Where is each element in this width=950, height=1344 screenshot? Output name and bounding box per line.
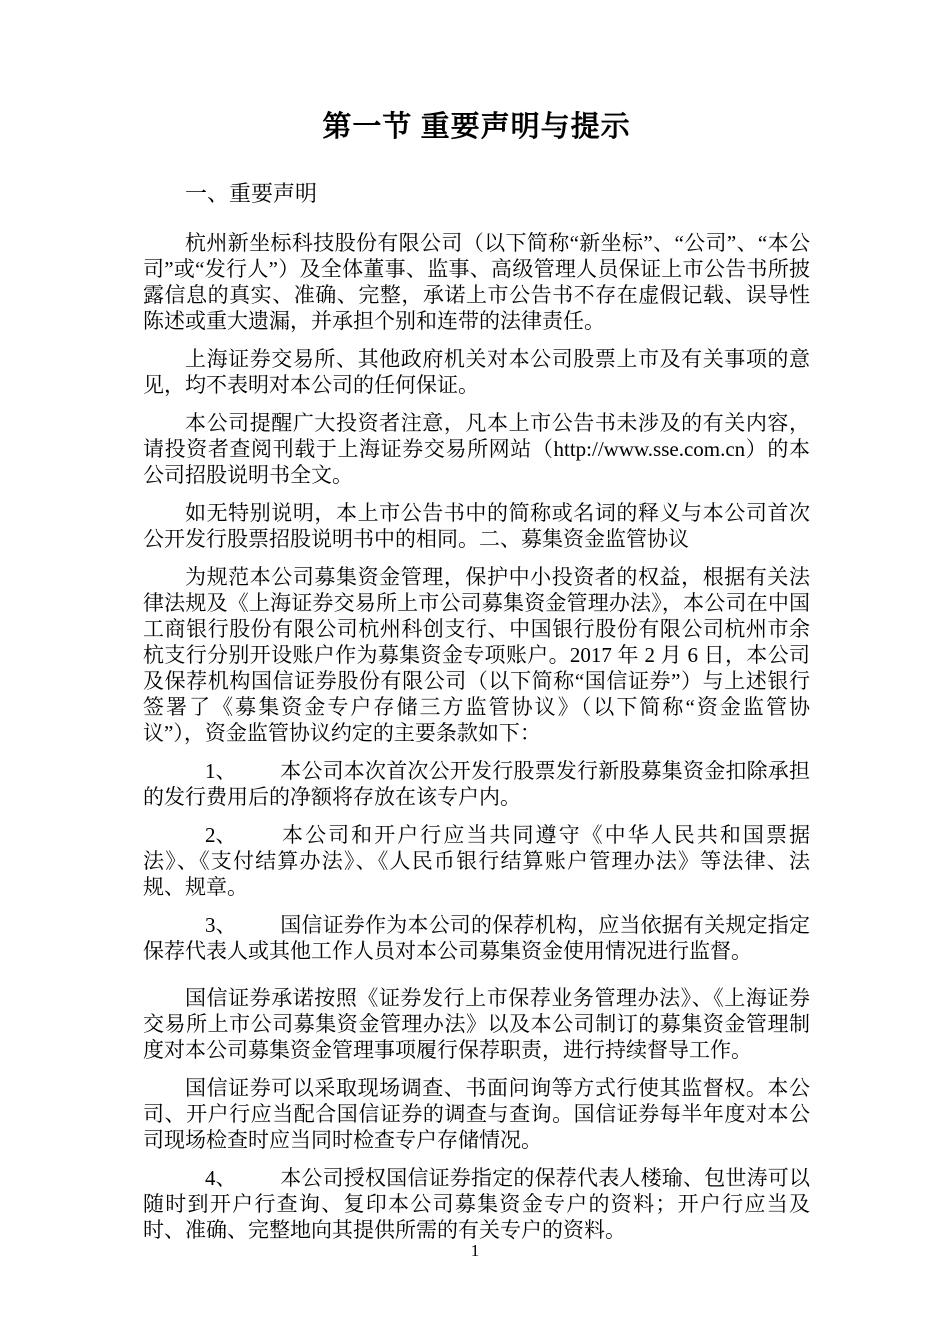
document-body [143, 0, 810, 1243]
paragraph-sponsor-commitment: 国信证券承诺按照《证券发行上市保荐业务管理办法》、《上海证券交易所上市公司募集资金管理办法》以及本公司制订的募集资金管理制度对本公司募集资金管理事项履行保荐职责，进行持续督导工作。 [143, 986, 810, 1062]
paragraph-investor-notice: 本公司提醒广大投资者注意，凡本上市公告书未涉及的有关内容，请投资者查阅刊载于上海证券交易所网站（http://www.sse.com.cn）的本公司招股说明书全文。 [143, 411, 810, 487]
list-item-2 [143, 822, 810, 900]
list-item-4 [143, 1165, 810, 1243]
list-item-3 [143, 912, 810, 964]
list-item-3-number: 3、 [205, 913, 237, 937]
section-heading-important-statement: 一、重要声明 [185, 181, 318, 206]
list-item-1-text: 本公司本次首次公开发行股票发行新股募集资金扣除承担的发行费用后的净额将存放在该专户内。 [143, 759, 810, 809]
list-item-4-number: 4、 [205, 1166, 237, 1190]
list-item-1-number: 1、 [205, 759, 237, 783]
paragraph-supervision-methods: 国信证券可以采取现场调查、书面问询等方式行使其监督权。本公司、开户行应当配合国信证券的调查与查询。国信证券每半年度对本公司现场检查时应当同时检查专户存储情况。 [143, 1076, 810, 1152]
document-title: 第一节 重要声明与提示 [322, 111, 631, 143]
paragraph-fund-supervision-agreement: 为规范本公司募集资金管理，保护中小投资者的权益，根据有关法律法规及《上海证券交易所上市公司募集资金管理办法》，本公司在中国工商银行股份有限公司杭州科创支行、中国银行股份有限公司杭州市余杭支行分别开设账户作为募集资金专项账户。2017 年 2 月 6 日，本公司及保荐机构国信证券股份有限公司（以下简称“国信证券”）与上述银行签署了《募集资金专户存储三方监管协议》（以下简称“资金监管协议”），资金监管协议约定的主要条款如下： [143, 565, 810, 745]
paragraph-company-guarantee: 杭州新坐标科技股份有限公司（以下简称“新坐标”、“公司”、“本公司”或“发行人”）及全体董事、监事、高级管理人员保证上市公告书所披露信息的真实、准确、完整，承诺上市公告书不存在虚假记载、误导性陈述或重大遗漏，并承担个别和连带的法律责任。 [143, 231, 810, 333]
paragraph-sse-opinion: 上海证券交易所、其他政府机关对本公司股票上市及有关事项的意见，均不表明对本公司的任何保证。 [143, 347, 810, 397]
list-item-3-text: 国信证券作为本公司的保荐机构，应当依据有关规定指定保荐代表人或其他工作人员对本公司募集资金使用情况进行监督。 [143, 913, 810, 963]
list-item-2-number: 2、 [205, 823, 237, 847]
list-item-4-text: 本公司授权国信证券指定的保荐代表人楼瑜、包世涛可以随时到开户行查询、复印本公司募集资金专户的资料；开户行应当及时、准确、完整地向其提供所需的有关专户的资料。 [143, 1166, 810, 1242]
page-number: 1 [470, 1241, 480, 1260]
paragraph-definitions: 如无特别说明，本上市公告书中的简称或名词的释义与本公司首次公开发行股票招股说明书中的相同。二、募集资金监管协议 [143, 501, 810, 551]
list-item-1 [143, 758, 810, 810]
list-item-2-text: 本公司和开户行应当共同遵守《中华人民共和国票据法》、《支付结算办法》、《人民币银行结算账户管理办法》等法律、法规、规章。 [143, 823, 810, 899]
